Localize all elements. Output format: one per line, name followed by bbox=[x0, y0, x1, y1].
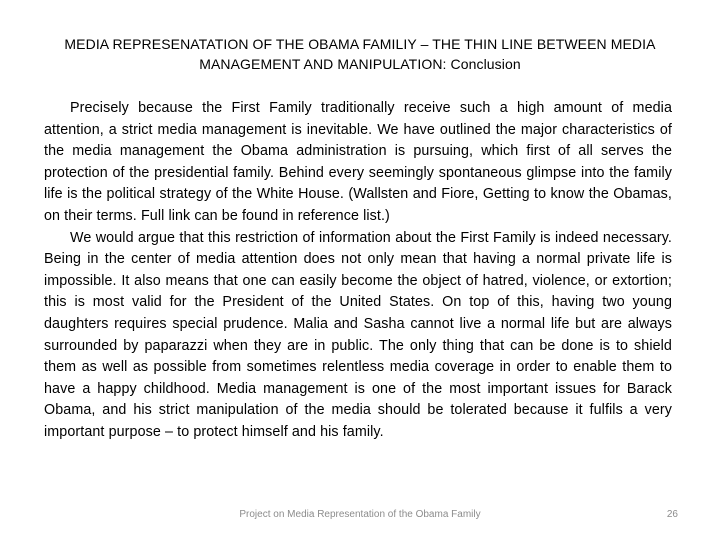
slide-title bbox=[30, 34, 690, 74]
title-line-1: MEDIA REPRESENATATION OF THE OBAMA FAMILIY – THE THIN LINE BETWEEN MEDIA bbox=[64, 36, 656, 52]
paragraph-1: Precisely because the First Family traditionally receive such a high amount of media attention, a strict media management is inevitable. We have outlined the major characteristics of the media management the Obama administration is pursuing, which first of all serves the protection of the presidential family. Behind every seemingly spontaneous glimpse into the family life is the political strategy of the White House. (Wallsten and Fiore, Getting to know the Obamas, on their terms. Full link can be found in reference list.) bbox=[44, 100, 672, 224]
paragraph-2: We would argue that this restriction of information about the First Family is indeed necessary. Being in the center of media attention does not only mean that having a normal private life is impossible. It also means that one can easily become the object of hatred, violence, or extortion; this is most valid for the President of the United States. On top of this, having two young daughters requires special prudence. Malia and Sasha cannot live a normal life but are always surrounded by paparazzi when they are in public. The only thing that can be done is to shield them as well as possible from sometimes relentless media coverage in order to enable them to have a happy childhood. Media management is one of the most important issues for Barack Obama, and his strict manipulation of the media should be tolerated because it fulfils a very important purpose – to protect himself and his family. bbox=[44, 229, 672, 440]
page-number: 26 bbox=[666, 509, 678, 520]
footer-text: Project on Media Representation of the Obama Family bbox=[239, 509, 481, 520]
body-text bbox=[44, 98, 672, 444]
title-line-2: MANAGEMENT AND MANIPULATION: Conclusion bbox=[199, 56, 521, 72]
